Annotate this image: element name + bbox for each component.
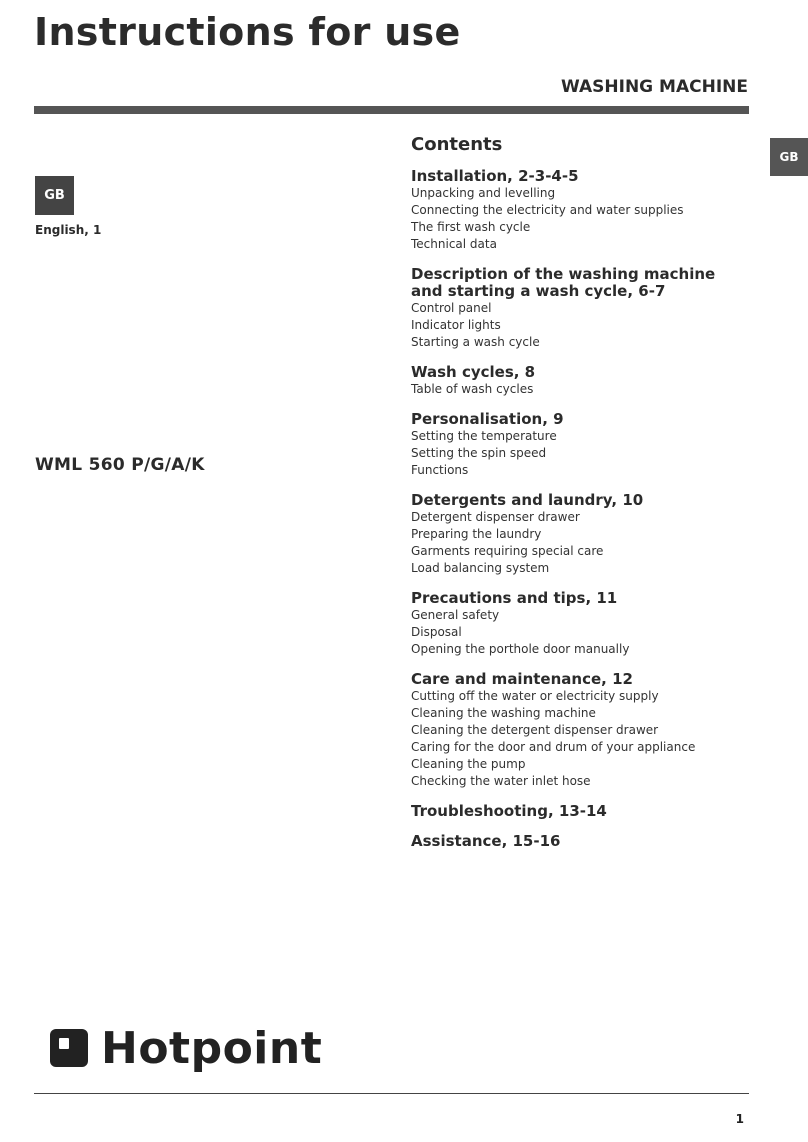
page-number: 1	[735, 1112, 744, 1126]
toc-section-title: Description of the washing machine and starting a wash cycle, 6-7	[411, 265, 716, 300]
side-language-tab: GB	[770, 138, 808, 176]
toc-section-wash-cycles	[411, 364, 751, 398]
table-of-contents	[411, 134, 751, 863]
toc-item: The first wash cycle	[411, 220, 531, 234]
toc-item: Cleaning the detergent dispenser drawer	[411, 723, 659, 737]
language-badge: GB	[35, 176, 74, 215]
toc-item: Disposal	[411, 625, 462, 639]
toc-section-title: Assistance, 15-16	[411, 832, 561, 850]
language-label: English, 1	[35, 223, 102, 237]
toc-item: Caring for the door and drum of your appliance	[411, 740, 696, 754]
toc-section-care	[411, 671, 751, 790]
toc-item: Technical data	[411, 237, 497, 251]
toc-item: Table of wash cycles	[411, 382, 534, 396]
footer-rule	[34, 1093, 749, 1094]
toc-section-title: Detergents and laundry, 10	[411, 491, 644, 509]
toc-item: Indicator lights	[411, 318, 501, 332]
toc-item: Cutting off the water or electricity supply	[411, 689, 659, 703]
toc-item: Starting a wash cycle	[411, 335, 540, 349]
toc-item: Cleaning the washing machine	[411, 706, 596, 720]
toc-item: Preparing the laundry	[411, 527, 542, 541]
toc-section-personalisation	[411, 411, 751, 479]
page-title: Instructions for use	[34, 10, 461, 54]
toc-item: Setting the spin speed	[411, 446, 547, 460]
toc-section-title: Wash cycles, 8	[411, 363, 536, 381]
toc-item: Load balancing system	[411, 561, 550, 575]
toc-item: Control panel	[411, 301, 492, 315]
toc-section-title: Installation, 2-3-4-5	[411, 167, 579, 185]
toc-item: Connecting the electricity and water supplies	[411, 203, 684, 217]
toc-item: Detergent dispenser drawer	[411, 510, 580, 524]
toc-section-description	[411, 266, 751, 351]
brand-mark-icon	[50, 1029, 88, 1067]
toc-item: Cleaning the pump	[411, 757, 526, 771]
toc-section-assistance	[411, 833, 751, 850]
brand-logo	[50, 1023, 322, 1073]
contents-heading: Contents	[411, 134, 503, 155]
toc-section-title: Precautions and tips, 11	[411, 589, 618, 607]
document-subtitle: WASHING MACHINE	[561, 77, 748, 97]
toc-section-title: Care and maintenance, 12	[411, 670, 633, 688]
toc-item: Opening the porthole door manually	[411, 642, 630, 656]
toc-item: Functions	[411, 463, 469, 477]
toc-section-title: Personalisation, 9	[411, 410, 564, 428]
toc-item: Checking the water inlet hose	[411, 774, 591, 788]
brand-name: Hotpoint	[101, 1022, 323, 1074]
toc-section-detergents	[411, 492, 751, 577]
model-number: WML 560 P/G/A/K	[35, 455, 205, 475]
toc-item: Garments requiring special care	[411, 544, 604, 558]
toc-item: Unpacking and levelling	[411, 186, 556, 200]
toc-section-title: Troubleshooting, 13-14	[411, 802, 607, 820]
toc-section-installation	[411, 168, 751, 253]
toc-section-troubleshooting	[411, 803, 751, 820]
toc-item: General safety	[411, 608, 500, 622]
header-rule	[34, 106, 749, 114]
toc-item: Setting the temperature	[411, 429, 557, 443]
toc-section-precautions	[411, 590, 751, 658]
